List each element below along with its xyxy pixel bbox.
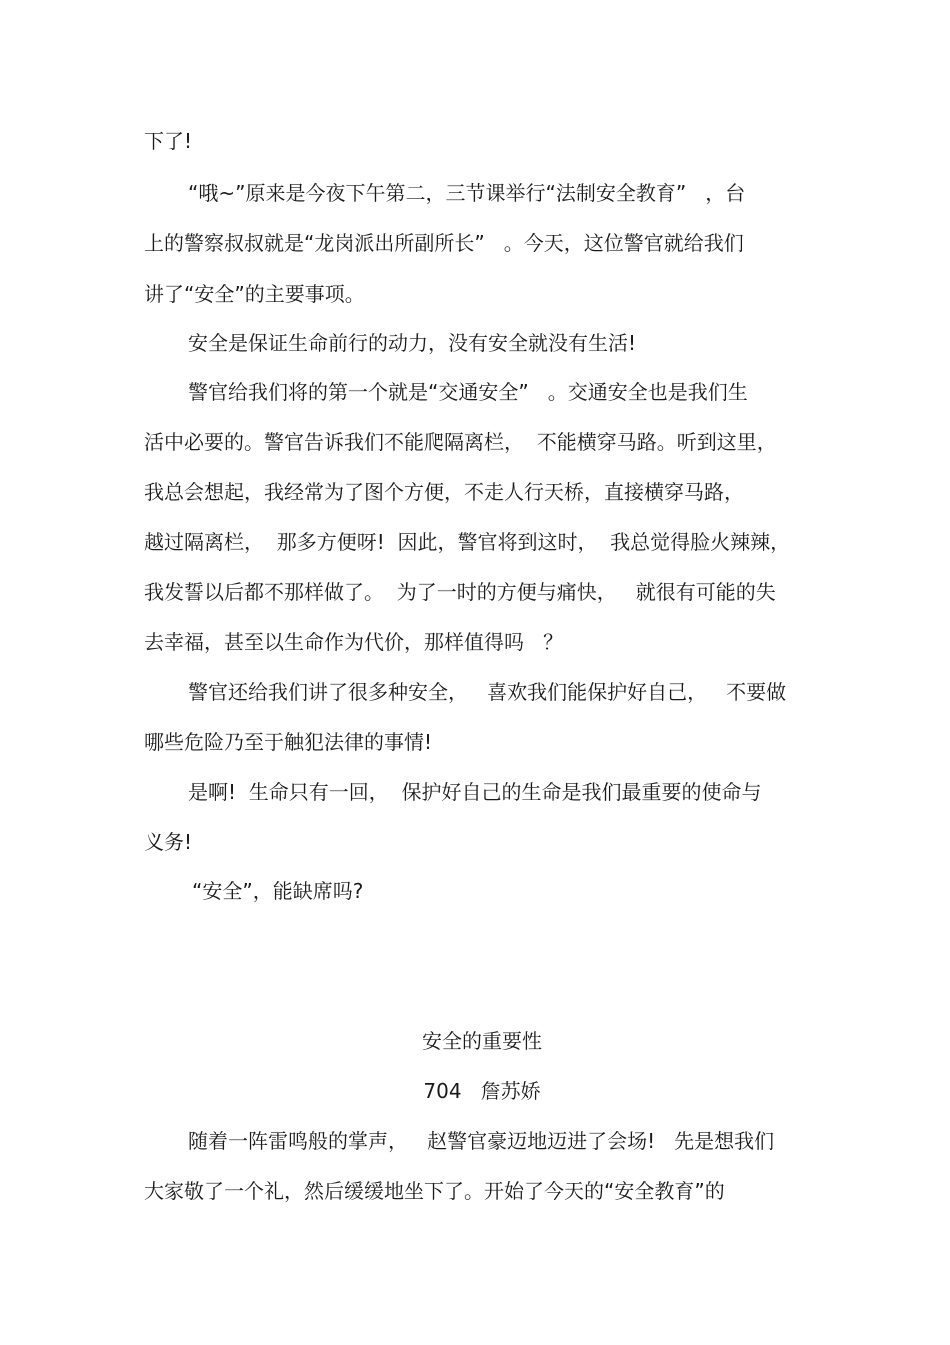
- text-line: “安全”，能缺席吗?: [192, 879, 364, 903]
- text-line: 讲了“安全”的主要事项。: [144, 282, 365, 306]
- section-author: 704 詹苏娇: [423, 1079, 541, 1103]
- text-line: 义务!: [144, 830, 193, 854]
- text-line: 是啊! 生命只有一回， 保护好自己的生命是我们最重要的使命与: [188, 780, 762, 804]
- text-line: 越过隔离栏， 那多方便呀! 因此，警官将到这时， 我总觉得脸火辣辣，: [144, 530, 791, 554]
- text-line: 活中必要的。警官告诉我们不能爬隔离栏， 不能横穿马路。听到这里，: [144, 430, 777, 454]
- text-line: 安全是保证生命前行的动力，没有安全就没有生活!: [188, 331, 637, 355]
- text-line: 随着一阵雷鸣般的掌声， 赵警官豪迈地迈进了会场! 先是想我们: [188, 1129, 775, 1153]
- section-title: 安全的重要性: [422, 1029, 542, 1053]
- text-line: 我发誓以后都不那样做了。 为了一时的方便与痛快， 就很有可能的失: [144, 580, 776, 604]
- text-line: “哦~”原来是今夜下午第二，三节课举行“法制安全教育” ，台: [188, 181, 746, 205]
- text-line: 我总会想起，我经常为了图个方便，不走人行天桥，直接横穿马路，: [144, 480, 744, 504]
- text-line: 下了!: [144, 129, 193, 153]
- text-line: 警官给我们将的第一个就是“交通安全” 。交通安全也是我们生: [188, 380, 748, 404]
- text-line: 警官还给我们讲了很多种安全， 喜欢我们能保护好自己， 不要做: [188, 680, 787, 704]
- text-line: 上的警察叔叔就是“龙岗派出所副所长” 。今天，这位警官就给我们: [144, 231, 744, 255]
- text-line: 去幸福，甚至以生命作为代价，那样值得吗 ？: [144, 630, 564, 654]
- text-line: 大家敬了一个礼，然后缓缓地坐下了。开始了今天的“安全教育”的: [144, 1179, 725, 1203]
- text-line: 哪些危险乃至于触犯法律的事情!: [144, 730, 433, 754]
